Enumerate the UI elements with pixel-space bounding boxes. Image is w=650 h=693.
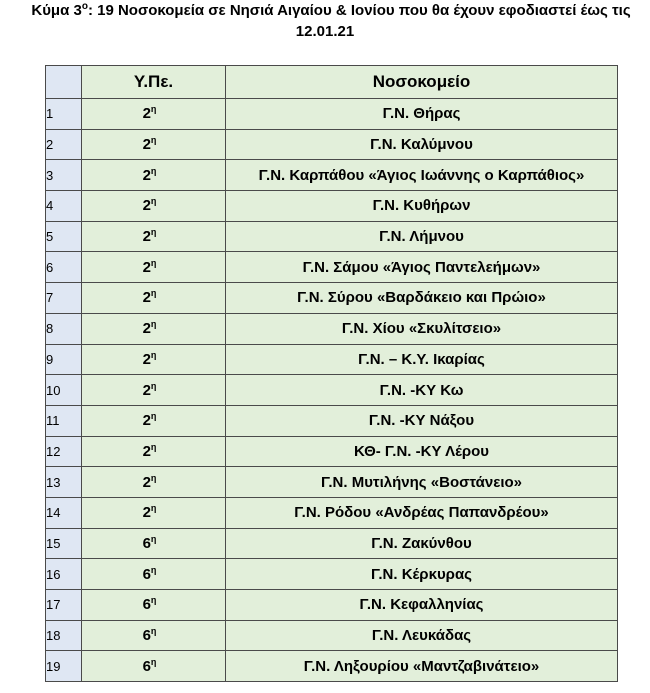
ype-superscript: η bbox=[150, 349, 157, 360]
ype-value bbox=[143, 535, 157, 552]
header-hospital: Νοσοκομείο bbox=[226, 66, 618, 99]
ype-superscript: η bbox=[150, 135, 157, 146]
ype-number: 2 bbox=[142, 442, 151, 460]
ype-number: 2 bbox=[142, 320, 151, 338]
table-row bbox=[46, 344, 618, 375]
ype-superscript: η bbox=[150, 411, 157, 422]
table-row bbox=[46, 375, 618, 406]
row-hospital: Γ.Ν. Λήμνου bbox=[226, 221, 618, 252]
row-hospital: Γ.Ν. Ρόδου «Ανδρέας Παπανδρέου» bbox=[226, 497, 618, 528]
table-row bbox=[46, 590, 618, 621]
ype-value bbox=[143, 566, 157, 583]
ype-value bbox=[143, 228, 157, 245]
row-number: 6 bbox=[46, 252, 82, 283]
table-row bbox=[46, 283, 618, 314]
row-ype bbox=[82, 651, 226, 682]
document-title bbox=[0, 0, 650, 42]
ype-superscript: η bbox=[150, 533, 157, 544]
row-number: 11 bbox=[46, 405, 82, 436]
row-ype bbox=[82, 497, 226, 528]
row-ype bbox=[82, 405, 226, 436]
table-row bbox=[46, 528, 618, 559]
ype-value bbox=[143, 504, 157, 521]
table-row bbox=[46, 651, 618, 682]
ype-value bbox=[143, 105, 157, 122]
row-number: 18 bbox=[46, 620, 82, 651]
row-hospital: Γ.Ν. Κέρκυρας bbox=[226, 559, 618, 590]
row-number: 2 bbox=[46, 129, 82, 160]
ype-number: 6 bbox=[142, 565, 151, 583]
ype-value bbox=[143, 443, 157, 460]
ype-value bbox=[143, 289, 157, 306]
ype-value bbox=[143, 136, 157, 153]
table-row bbox=[46, 129, 618, 160]
row-number: 3 bbox=[46, 160, 82, 191]
ype-value bbox=[143, 167, 157, 184]
ype-superscript: η bbox=[150, 656, 157, 667]
row-ype bbox=[82, 99, 226, 130]
table-body bbox=[46, 99, 618, 682]
row-hospital: Γ.Ν. Σύρου «Βαρδάκειο και Πρώιο» bbox=[226, 283, 618, 314]
ype-superscript: η bbox=[150, 196, 157, 207]
ype-number: 2 bbox=[142, 381, 151, 399]
row-number: 13 bbox=[46, 467, 82, 498]
table-row bbox=[46, 313, 618, 344]
row-hospital: Γ.Ν. Καλύμνου bbox=[226, 129, 618, 160]
ype-superscript: η bbox=[150, 503, 157, 514]
table-row bbox=[46, 160, 618, 191]
row-ype bbox=[82, 590, 226, 621]
table-row bbox=[46, 467, 618, 498]
row-number: 4 bbox=[46, 191, 82, 222]
ype-number: 6 bbox=[142, 534, 151, 552]
row-number: 14 bbox=[46, 497, 82, 528]
title-line-1 bbox=[6, 0, 650, 21]
row-hospital: Γ.Ν. Κεφαλληνίας bbox=[226, 590, 618, 621]
ype-superscript: η bbox=[150, 564, 157, 575]
row-ype bbox=[82, 313, 226, 344]
ype-number: 2 bbox=[142, 166, 151, 184]
row-number: 17 bbox=[46, 590, 82, 621]
ype-number: 6 bbox=[142, 596, 151, 614]
row-ype bbox=[82, 436, 226, 467]
table-row bbox=[46, 497, 618, 528]
header-number bbox=[46, 66, 82, 99]
row-number: 8 bbox=[46, 313, 82, 344]
ype-number: 2 bbox=[142, 289, 151, 307]
row-ype bbox=[82, 283, 226, 314]
header-ype: Υ.Πε. bbox=[82, 66, 226, 99]
ype-number: 6 bbox=[142, 627, 151, 645]
row-ype bbox=[82, 375, 226, 406]
row-hospital: Γ.Ν. Ζακύνθου bbox=[226, 528, 618, 559]
table-row bbox=[46, 191, 618, 222]
table-row bbox=[46, 436, 618, 467]
row-ype bbox=[82, 252, 226, 283]
table-row bbox=[46, 620, 618, 651]
table-row bbox=[46, 99, 618, 130]
row-number: 7 bbox=[46, 283, 82, 314]
table-header-row bbox=[46, 66, 618, 99]
table-row bbox=[46, 405, 618, 436]
table-row bbox=[46, 252, 618, 283]
ype-superscript: η bbox=[150, 257, 157, 268]
ype-number: 6 bbox=[142, 657, 151, 675]
ype-superscript: η bbox=[150, 380, 157, 391]
row-hospital: Γ.Ν. Χίου «Σκυλίτσειο» bbox=[226, 313, 618, 344]
row-hospital: Γ.Ν. Καρπάθου «Άγιος Ιωάννης ο Καρπάθιος» bbox=[226, 160, 618, 191]
ype-number: 2 bbox=[142, 197, 151, 215]
ype-superscript: η bbox=[150, 227, 157, 238]
ype-superscript: η bbox=[150, 472, 157, 483]
row-hospital: Γ.Ν. Μυτιλήνης «Βοστάνειο» bbox=[226, 467, 618, 498]
row-hospital: Γ.Ν. -ΚΥ Κω bbox=[226, 375, 618, 406]
row-hospital: ΚΘ- Γ.Ν. -ΚΥ Λέρου bbox=[226, 436, 618, 467]
ype-value bbox=[143, 197, 157, 214]
ype-number: 2 bbox=[142, 105, 151, 123]
row-hospital: Γ.Ν. Ληξουρίου «Μαντζαβινάτειο» bbox=[226, 651, 618, 682]
title-suffix: : 19 Νοσοκομεία σε Νησιά Αιγαίου & Ιονίου που θα έχουν εφοδιαστεί έως τις bbox=[87, 2, 631, 19]
ype-superscript: η bbox=[150, 319, 157, 330]
ype-number: 2 bbox=[142, 136, 151, 154]
row-ype bbox=[82, 528, 226, 559]
title-line-2: 12.01.21 bbox=[295, 23, 355, 40]
row-hospital: Γ.Ν. – Κ.Υ. Ικαρίας bbox=[226, 344, 618, 375]
ype-value bbox=[143, 259, 157, 276]
row-number: 9 bbox=[46, 344, 82, 375]
ype-superscript: η bbox=[150, 595, 157, 606]
row-number: 15 bbox=[46, 528, 82, 559]
row-ype bbox=[82, 467, 226, 498]
row-number: 19 bbox=[46, 651, 82, 682]
table-row bbox=[46, 221, 618, 252]
hospitals-table bbox=[45, 65, 618, 682]
ype-number: 2 bbox=[142, 350, 151, 368]
ype-superscript: η bbox=[150, 626, 157, 637]
row-hospital: Γ.Ν. Σάμου «Άγιος Παντελεήμων» bbox=[226, 252, 618, 283]
row-ype bbox=[82, 221, 226, 252]
ype-superscript: η bbox=[150, 165, 157, 176]
row-number: 16 bbox=[46, 559, 82, 590]
row-number: 10 bbox=[46, 375, 82, 406]
ype-superscript: η bbox=[150, 104, 157, 115]
ype-value bbox=[143, 320, 157, 337]
ype-value bbox=[143, 412, 157, 429]
ype-value bbox=[143, 474, 157, 491]
row-ype bbox=[82, 129, 226, 160]
row-number: 5 bbox=[46, 221, 82, 252]
row-hospital: Γ.Ν. Θήρας bbox=[226, 99, 618, 130]
title-prefix: Κύμα 3 bbox=[31, 2, 82, 19]
row-hospital: Γ.Ν. Λευκάδας bbox=[226, 620, 618, 651]
ype-number: 2 bbox=[142, 258, 151, 276]
row-ype bbox=[82, 344, 226, 375]
ype-value bbox=[143, 596, 157, 613]
row-ype bbox=[82, 620, 226, 651]
ype-superscript: η bbox=[150, 288, 157, 299]
ype-value bbox=[143, 382, 157, 399]
ype-value bbox=[143, 627, 157, 644]
ype-superscript: η bbox=[150, 441, 157, 452]
ype-number: 2 bbox=[142, 412, 151, 430]
ype-value bbox=[143, 351, 157, 368]
row-ype bbox=[82, 191, 226, 222]
row-number: 12 bbox=[46, 436, 82, 467]
ype-value bbox=[143, 658, 157, 675]
ype-number: 2 bbox=[142, 473, 151, 491]
row-hospital: Γ.Ν. Κυθήρων bbox=[226, 191, 618, 222]
row-hospital: Γ.Ν. -ΚΥ Νάξου bbox=[226, 405, 618, 436]
ype-number: 2 bbox=[142, 504, 151, 522]
row-ype bbox=[82, 160, 226, 191]
ype-number: 2 bbox=[142, 228, 151, 246]
table-row bbox=[46, 559, 618, 590]
row-ype bbox=[82, 559, 226, 590]
row-number: 1 bbox=[46, 99, 82, 130]
title-superscript: ο bbox=[81, 1, 88, 12]
